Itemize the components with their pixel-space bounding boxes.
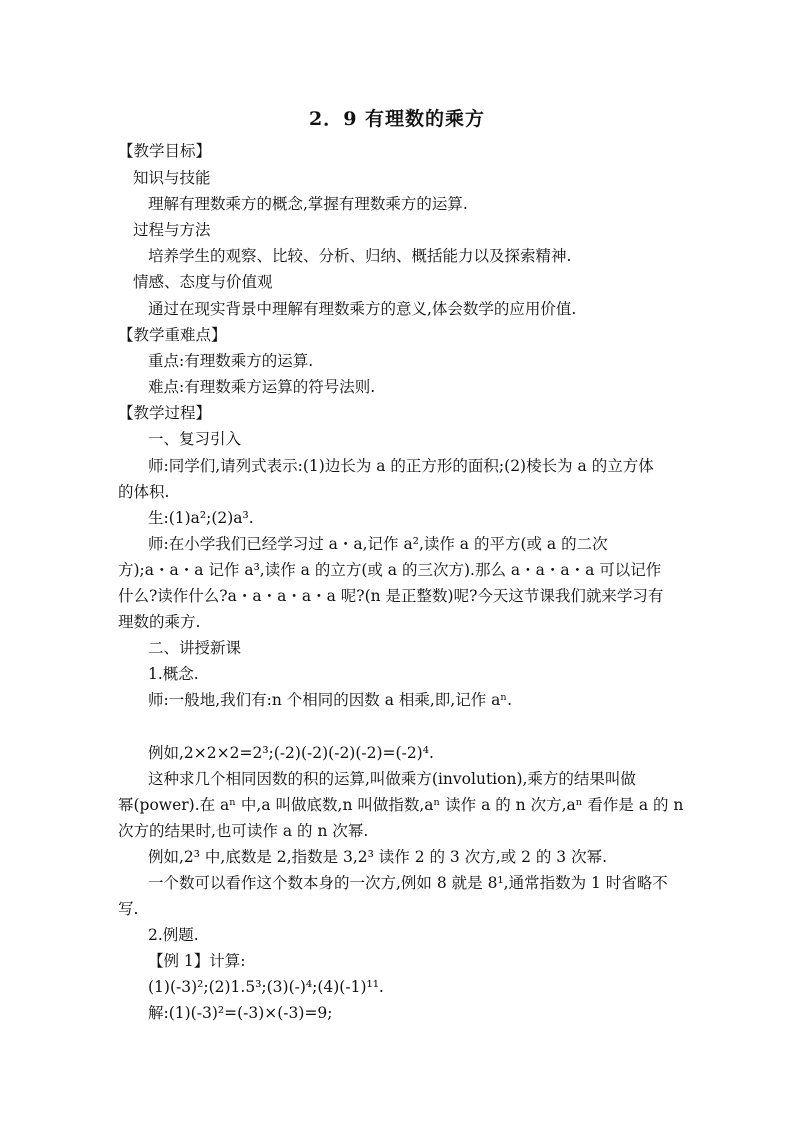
subheading-knowledge: 知识与技能 (133, 169, 211, 187)
paragraph: 生:(1)a²;(2)a³. (148, 509, 254, 527)
paragraph: 例如,2³ 中,底数是 2,指数是 3,2³ 读作 2 的 3 次方,或 2 的 3 次幂. (148, 848, 608, 866)
paragraph-continuation: 什么?读作什么?a・a・a・a・a 呢?(n 是正整数)呢?今天这节课我们就来学习有 (118, 587, 664, 605)
paragraph: 师:一般地,我们有:n 个相同的因数 a 相乘,即,记作 aⁿ. (148, 691, 513, 709)
subheading-review: 一、复习引入 (148, 430, 242, 448)
subheading-attitude: 情感、态度与价值观 (133, 273, 273, 291)
paragraph: 通过在现实背景中理解有理数乘方的意义,体会数学的应用价值. (148, 300, 577, 318)
paragraph: 师:在小学我们已经学习过 a・a,记作 a²,读作 a 的平方(或 a 的二次 (148, 535, 608, 553)
solution-line: 解:(1)(-3)²=(-3)×(-3)=9; (148, 1004, 333, 1022)
paragraph: 这种求几个相同因数的积的运算,叫做乘方(involution),乘方的结果叫做 (148, 770, 636, 788)
paragraph: 例如,2×2×2=2³;(-2)(-2)(-2)(-2)=(-2)⁴. (148, 744, 434, 762)
paragraph: 难点:有理数乘方运算的符号法则. (148, 378, 376, 396)
paragraph: 重点:有理数乘方的运算. (148, 352, 314, 370)
paragraph-continuation: 写. (118, 900, 139, 918)
paragraph-continuation: 次方的结果时,也可读作 a 的 n 次幂. (118, 822, 369, 840)
example-problems: (1)(-3)²;(2)1.5³;(3)(-)⁴;(4)(-1)¹¹. (148, 978, 384, 996)
section-heading-process: 【教学过程】 (118, 404, 212, 422)
example-heading: 【例 1】计算: (148, 952, 246, 970)
subheading-process: 过程与方法 (133, 221, 211, 239)
subheading-examples: 2.例题. (148, 926, 199, 944)
subheading-new-lesson: 二、讲授新课 (148, 639, 242, 657)
paragraph: 培养学生的观察、比较、分析、归纳、概括能力以及探索精神. (148, 247, 572, 265)
section-heading-key-points: 【教学重难点】 (118, 326, 227, 344)
subheading-concept: 1.概念. (148, 665, 199, 683)
paragraph: 一个数可以看作这个数本身的一次方,例如 8 就是 8¹,通常指数为 1 时省略不 (148, 874, 668, 892)
paragraph-continuation: 幂(power).在 aⁿ 中,a 叫做底数,n 叫做指数,aⁿ 读作 a 的 n 次方,aⁿ 看作是 a 的 n (118, 796, 684, 814)
lesson-title: 2．9 有理数的乘方 (308, 108, 486, 130)
paragraph-continuation: 的体积. (118, 483, 170, 501)
section-heading-objectives: 【教学目标】 (118, 142, 212, 160)
paragraph-continuation: 方);a・a・a 记作 a³,读作 a 的立方(或 a 的三次方).那么 a・a・a・a 可以记作 (118, 561, 662, 579)
paragraph: 理解有理数乘方的概念,掌握有理数乘方的运算. (148, 195, 468, 213)
paragraph: 师:同学们,请列式表示:(1)边长为 a 的正方形的面积;(2)棱长为 a 的立方体 (148, 457, 654, 475)
paragraph-continuation: 理数的乘方. (118, 613, 201, 631)
